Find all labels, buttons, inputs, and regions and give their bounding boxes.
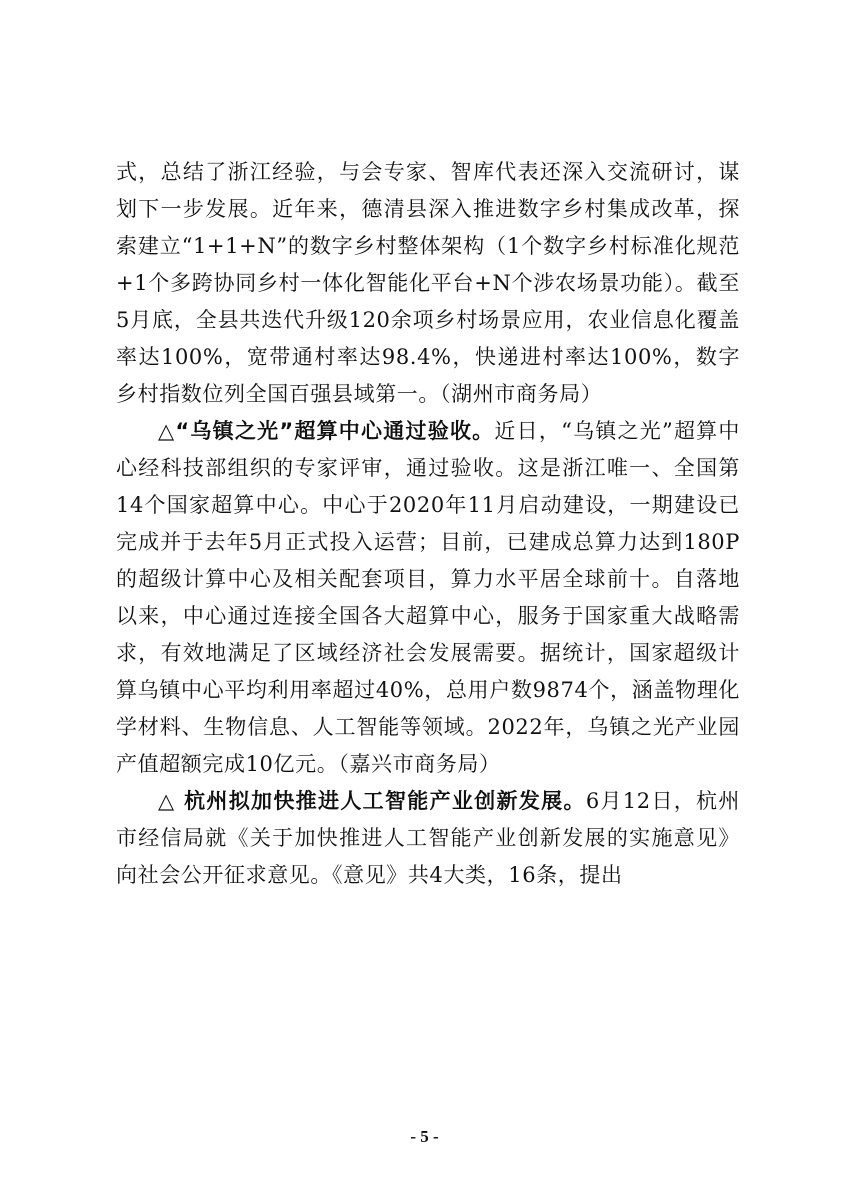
paragraph-wuzhen-supercomputing — [116, 413, 740, 783]
paragraph-continued — [116, 154, 740, 413]
paragraph-2-text: 近日，“乌镇之光”超算中心经科技部组织的专家评审，通过验收。这是浙江唯一、全国第14个国家超算中心。中心于2020年11月启动建设，一期建设已完成并于去年5月正式投入运营；目前，已建成总算力达到180P的超级计算中心及相关配套项目，算力水平居全球前十。自落地以来，中心通过连接全国各大超算中心，服务于国家重大战略需求，有效地满足了区域经济社会发展需要。据统计，国家超级计算乌镇中心平均利用率超过40%，总用户数9874个，涵盖物理化学材料、生物信息、人工智能等领域。2022年，乌镇之光产业园产值超额完成10亿元。（嘉兴市商务局） — [116, 419, 741, 776]
page-number: - 5 - — [410, 1127, 439, 1146]
paragraph-3-headline: △ 杭州拟加快推进人工智能产业创新发展。 — [158, 789, 586, 813]
paragraph-1-text: 式，总结了浙江经验，与会专家、智库代表还深入交流研讨，谋划下一步发展。近年来，德清县深入推进数字乡村集成改革，探索建立“1+1+N”的数字乡村整体架构（1个数字乡村标准化规范+1个多跨协同乡村一体化智能化平台+N个涉农场景功能）。截至5月底，全县共迭代升级120余项乡村场景应用，农业信息化覆盖率达100%，宽带通村率达98.4%，快递进村率达100%，数字乡村指数位列全国百强县域第一。（湖州市商务局） — [116, 160, 740, 406]
paragraph-2-headline: △“乌镇之光”超算中心通过验收。 — [158, 419, 495, 443]
paragraph-hangzhou-ai — [116, 783, 740, 894]
paragraph-3-text: 6月12日，杭州市经信局就《关于加快推进人工智能产业创新发展的实施意见》向社会公开征求意见。《意见》共4大类，16条，提出 — [116, 789, 740, 887]
document-body — [116, 154, 740, 894]
